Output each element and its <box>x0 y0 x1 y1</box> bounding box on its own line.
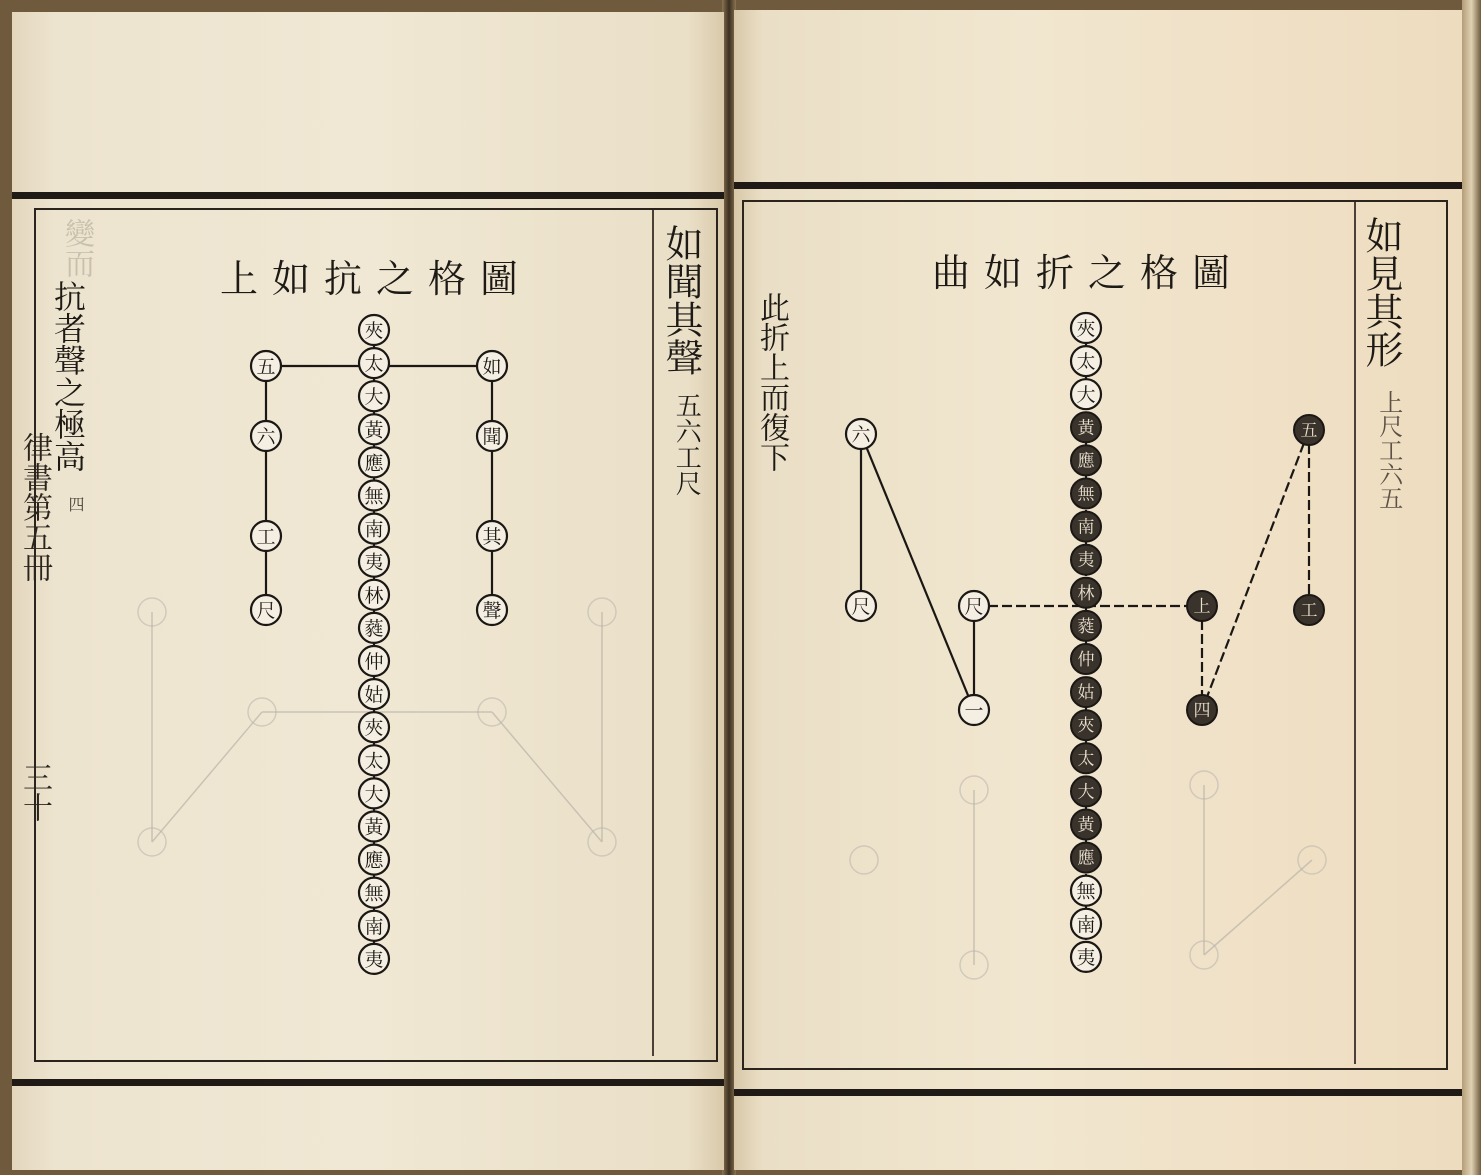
svg-text:大: 大 <box>364 783 384 806</box>
right-center-node <box>1071 677 1101 707</box>
left-side-node <box>251 351 281 381</box>
right-center-node <box>1071 512 1101 542</box>
svg-text:蕤: 蕤 <box>364 617 384 640</box>
svg-text:其: 其 <box>482 526 502 548</box>
svg-text:仲: 仲 <box>1077 650 1095 670</box>
right-right-node <box>1294 595 1324 625</box>
svg-text:太: 太 <box>364 353 384 376</box>
right-center-node <box>1071 611 1101 641</box>
svg-text:尺: 尺 <box>964 596 984 618</box>
right-left-diagonal <box>861 434 974 710</box>
svg-text:應: 應 <box>364 452 384 475</box>
svg-text:尺: 尺 <box>851 596 871 618</box>
right-center-node <box>1071 743 1101 773</box>
right-right-node <box>1187 591 1217 621</box>
svg-text:五: 五 <box>256 356 276 378</box>
svg-text:無: 無 <box>1076 880 1096 903</box>
right-left-node <box>846 419 876 449</box>
left-center-node <box>359 580 389 610</box>
right-left-node <box>846 591 876 621</box>
svg-text:無: 無 <box>364 882 384 905</box>
right-center-node <box>1071 843 1101 873</box>
left-center-node <box>359 878 389 908</box>
page-edge <box>1462 0 1481 1175</box>
right-center-node <box>1071 379 1101 409</box>
left-side-node <box>251 421 281 451</box>
svg-text:南: 南 <box>1076 913 1096 936</box>
right-title: 曲如折之格圖 <box>932 251 1245 295</box>
svg-text:四: 四 <box>1193 701 1211 721</box>
svg-text:大: 大 <box>364 386 384 409</box>
svg-text:黃: 黃 <box>364 816 384 839</box>
svg-text:夷: 夷 <box>1076 946 1096 969</box>
svg-text:黃: 黃 <box>1077 418 1095 439</box>
left-center-node <box>359 613 389 643</box>
svg-text:夾: 夾 <box>364 320 384 342</box>
left-margin-text: 如聞其聲 <box>659 224 703 376</box>
svg-text:姑: 姑 <box>364 684 384 707</box>
svg-text:太: 太 <box>1076 351 1096 374</box>
right-center-node <box>1071 810 1101 840</box>
svg-text:應: 應 <box>1077 848 1095 869</box>
svg-text:太: 太 <box>1077 749 1095 770</box>
svg-text:林: 林 <box>1077 583 1095 604</box>
left-center-node <box>359 679 389 709</box>
left-side-text-small: 四 <box>66 496 85 512</box>
left-center-node <box>359 481 389 511</box>
right-right-diagonal <box>1202 430 1309 710</box>
svg-text:上: 上 <box>1193 597 1211 617</box>
svg-text:聲: 聲 <box>482 600 502 622</box>
left-center-node <box>359 447 389 477</box>
svg-text:應: 應 <box>1077 451 1095 472</box>
svg-text:夾: 夾 <box>1076 318 1096 340</box>
right-center-node <box>1071 909 1101 939</box>
svg-text:蕤: 蕤 <box>1077 616 1095 637</box>
svg-text:大: 大 <box>1076 384 1096 407</box>
left-center-node <box>359 315 389 345</box>
svg-text:大: 大 <box>1077 782 1095 803</box>
right-center-node <box>1071 942 1101 972</box>
left-side-node <box>251 595 281 625</box>
svg-text:如: 如 <box>482 356 502 378</box>
svg-text:應: 應 <box>364 849 384 872</box>
left-center-node <box>359 712 389 742</box>
svg-text:林: 林 <box>364 584 384 607</box>
left-center-node <box>359 514 389 544</box>
left-center-node <box>359 944 389 974</box>
svg-text:夷: 夷 <box>1077 550 1095 571</box>
left-center-node <box>359 745 389 775</box>
left-page <box>12 12 724 1170</box>
right-center-node <box>1071 578 1101 608</box>
right-left-node <box>959 695 989 725</box>
right-center-node <box>1071 412 1101 442</box>
svg-text:工: 工 <box>1300 601 1318 621</box>
left-nodes <box>251 315 507 974</box>
svg-text:黃: 黃 <box>1077 815 1095 836</box>
svg-text:夾: 夾 <box>1077 716 1095 737</box>
right-margin-notes: 上尺工六五 <box>1374 390 1403 510</box>
svg-text:工: 工 <box>256 526 276 548</box>
svg-text:夷: 夷 <box>364 551 384 574</box>
svg-text:仲: 仲 <box>364 651 384 673</box>
right-center-node <box>1071 644 1101 674</box>
svg-text:無: 無 <box>364 485 384 508</box>
right-side-text: 此折上而復下 <box>754 292 789 472</box>
left-center-node <box>359 812 389 842</box>
right-page <box>734 10 1462 1170</box>
svg-text:夾: 夾 <box>364 717 384 740</box>
left-center-node <box>359 911 389 941</box>
left-right-node <box>477 421 507 451</box>
right-right-node <box>1187 695 1217 725</box>
right-right-node <box>1294 415 1324 445</box>
svg-text:夷: 夷 <box>364 948 384 971</box>
left-right-node <box>477 351 507 381</box>
svg-text:六: 六 <box>851 424 871 446</box>
left-right-node <box>477 595 507 625</box>
left-center-node <box>359 381 389 411</box>
svg-text:聞: 聞 <box>482 426 502 448</box>
svg-text:南: 南 <box>364 518 384 541</box>
left-side-text-main: 抗者聲之極高 <box>49 280 87 472</box>
right-left-node <box>959 591 989 621</box>
svg-text:五: 五 <box>1300 421 1318 441</box>
svg-text:六: 六 <box>256 426 276 448</box>
right-center-node <box>1071 479 1101 509</box>
left-spine-text-2: 三十 <box>17 762 52 822</box>
left-center-node <box>359 845 389 875</box>
svg-text:無: 無 <box>1077 484 1095 505</box>
right-center-node <box>1071 313 1101 343</box>
right-diagram <box>734 10 1462 1170</box>
left-diagram <box>12 12 724 1170</box>
svg-text:南: 南 <box>364 915 384 938</box>
svg-text:南: 南 <box>1077 517 1095 538</box>
svg-text:尺: 尺 <box>256 600 276 622</box>
left-center-node <box>359 778 389 808</box>
svg-text:一: 一 <box>964 700 984 722</box>
right-center-node <box>1071 710 1101 740</box>
svg-text:姑: 姑 <box>1077 683 1095 704</box>
right-center-node <box>1071 776 1101 806</box>
left-center-node <box>359 547 389 577</box>
left-side-node <box>251 521 281 551</box>
left-center-node <box>359 646 389 676</box>
left-right-node <box>477 521 507 551</box>
right-center-node <box>1071 876 1101 906</box>
left-spine-text: 律書第五冊 <box>17 432 52 582</box>
left-center-node <box>359 414 389 444</box>
svg-text:黃: 黃 <box>364 419 384 442</box>
svg-text:太: 太 <box>364 750 384 773</box>
right-margin-text: 如見其形 <box>1359 216 1403 368</box>
left-margin-notes: 五六工尺 <box>671 392 702 496</box>
left-center-node <box>359 348 389 378</box>
right-center-node <box>1071 445 1101 475</box>
left-title: 上如抗之格圖 <box>220 257 533 301</box>
right-center-node <box>1071 346 1101 376</box>
right-center-node <box>1071 545 1101 575</box>
left-side-text-top: 變而 <box>59 218 94 278</box>
